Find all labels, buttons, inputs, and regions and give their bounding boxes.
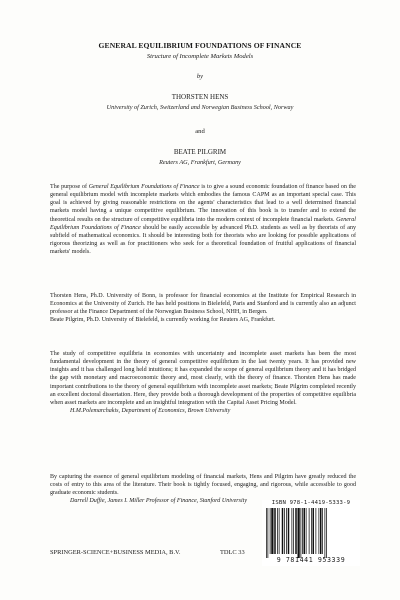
series-code: TDLC 33 [220,549,245,556]
review-polemarchakis [50,350,356,415]
and-label: and [195,128,205,135]
author-name-hens: THORSTEN HENS [171,93,229,101]
barcode-image [266,508,356,558]
review-text-polemarchakis: The study of competitive equilibria in economies with uncertainty and incomplete asset markets has been the most fundamental development in the theory of general competitive equilibrium in the last twenty years. It has provided new insights and it has challenged long held intuitions; it has expanded the scope of general equilibrium theory and it has bridged the gap with monetary and macroeconomic theory and, most clearly, with the theory of finance. Thorsten Hens has made important contributions to the theory of general equilibrium with incomplete asset markets; Beate Pilgrim completed recently an excellent doctoral dissertation. Here, they provide both a thorough development of the properties of competitive equilibria when asset markets are incomplete and an insightful integration with the Capital Asset Pricing Model. [50,351,356,406]
book-description [50,183,356,256]
bio-pilgrim: Beate Pilgrim, Ph.D. University of Bielefeld, is currently working for Reuters AG, Frankfurt. [50,317,276,324]
isbn-label: ISBN 978-1-4419-5333-9 [271,500,351,506]
author-biographies [50,292,356,325]
description-book-title-1: General Equilibrium Foundations of Finance [88,184,200,190]
author-affiliation-pilgrim: Reuters AG, Frankfurt, Germany [159,159,241,166]
book-title: GENERAL EQUILIBRIUM FOUNDATIONS OF FINANCE [98,41,302,50]
book-subtitle: Structure of Incomplete Markets Models [146,53,254,60]
description-text-1: The purpose of [50,184,89,190]
bio-hens: Thorsten Hens, Ph.D. University of Bonn, is professor for financial economics at the Institute for Empirical Research in Economics at the University of Zurich. He has held positions in Bielefeld, Paris and Stanford and is currently also an adjunct professor at the Finance Department of the Norwegian Business School, NHH, in Bergen. [50,293,356,316]
barcode-block [262,500,360,566]
author-affiliation-hens: University of Zurich, Switzerland and Norwegian Business School, Norway [106,104,294,111]
review-attribution-polemarchakis: H.M.Polemarchakis, Department of Economics, Brown University [70,408,231,415]
review-attribution-duffie: Darrell Duffie, James I. Miller Professor of Finance, Stanford University [70,498,248,505]
review-text-duffie: By capturing the essence of general equilibrium modeling of financial markets, Hens and Pilgrim have greatly reduced the costs of entry to this area of the literature. Their book is tightly focused, engaging, and rigorous, while accessible to good graduate economic students. [50,474,356,497]
description-book-title-2: General Equilibrium Foundations of Finance [50,216,356,231]
publisher-name: SPRINGER-SCIENCE+BUSINESS MEDIA, B.V. [50,549,181,556]
description-text-2: is to give a sound economic foundation of finance based on the general equilibrium model with incomplete markets which embodies the famous CAPM as an important special case. This goal is achieved by giving reasonable restrictions on the agents' characteristics that lead to a well determined financial markets model having a unique competitive equilibrium. The innovation of this book is to transfer and to extend the theoretical results on the structure of competitive equilibria into the modern context of incomplete financial markets. [50,184,356,223]
author-name-pilgrim: BEATE PILGRIM [173,148,227,156]
barcode-digits: 9 781441 953339 [276,556,346,564]
description-text-3: should be easily accessible by advanced Ph.D. students as well as by theorists of any subfield of mathematical economics. It should be interesting both for theorists who are looking for possible applications of rigorous theorizing as well as for practitioners who seek for a theoretical foundation of fruitful applications of financial markets' models. [50,224,357,256]
by-label: by [196,73,204,80]
